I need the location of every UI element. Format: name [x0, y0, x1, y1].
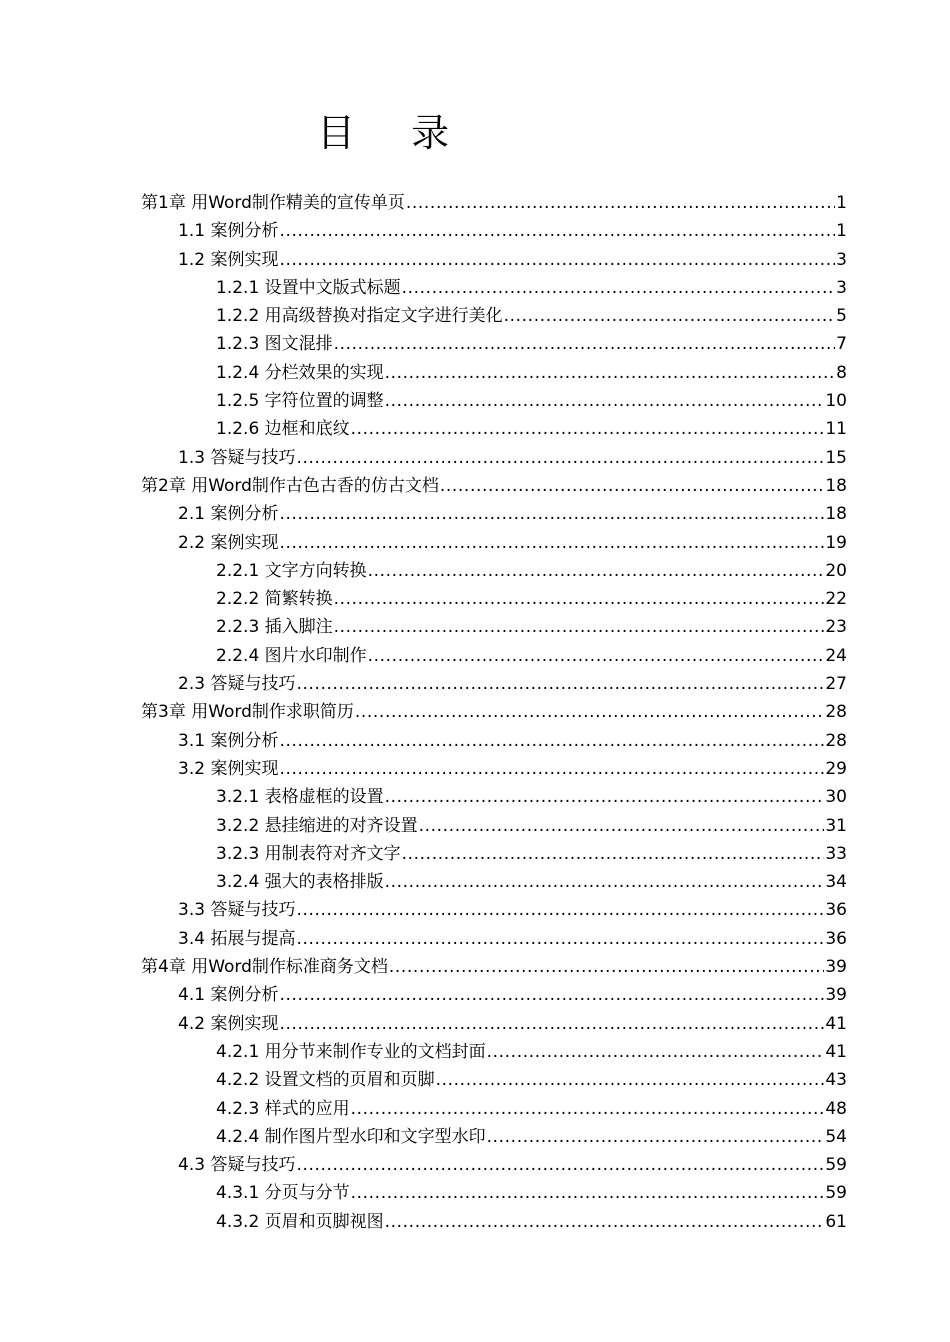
- toc-dot-leader: [402, 840, 825, 868]
- toc-entry[interactable]: [141, 557, 847, 585]
- toc-entry-text: 3.2 案例实现: [178, 758, 279, 779]
- toc-dot-leader: [279, 500, 824, 528]
- toc-entry-text: 2.2.2 简繁转换: [216, 589, 333, 610]
- toc-entry-text: 4.2.2 设置文档的页眉和页脚: [216, 1070, 435, 1091]
- toc-list: [141, 189, 847, 1236]
- toc-dot-leader: [279, 1010, 824, 1038]
- toc-entry-text: 4.2 案例实现: [178, 1013, 279, 1034]
- toc-page-number: 59: [825, 1155, 847, 1176]
- toc-dot-leader: [385, 359, 836, 387]
- toc-entry-text: 4.3.1 分页与分节: [216, 1183, 350, 1204]
- toc-page-number: 18: [825, 504, 847, 525]
- toc-entry-text: 4.2.1 用分节来制作专业的文档封面: [216, 1041, 486, 1062]
- toc-entry-text: 1.2.4 分栏效果的实现: [216, 362, 384, 383]
- toc-dot-leader: [368, 557, 825, 585]
- toc-dot-leader: [334, 585, 825, 613]
- toc-page-number: 10: [825, 391, 847, 412]
- toc-entry[interactable]: [141, 585, 847, 613]
- toc-dot-leader: [296, 670, 824, 698]
- toc-entry[interactable]: [141, 698, 847, 726]
- toc-dot-leader: [355, 698, 824, 726]
- toc-entry-text: 3.4 拓展与提高: [178, 928, 296, 949]
- toc-page-number: 11: [825, 419, 847, 440]
- toc-dot-leader: [487, 1123, 825, 1151]
- toc-page-number: 5: [836, 306, 847, 327]
- toc-dot-leader: [279, 755, 824, 783]
- toc-page-number: 31: [825, 815, 847, 836]
- toc-dot-leader: [351, 1095, 825, 1123]
- toc-entry[interactable]: [141, 1123, 847, 1151]
- toc-entry-text: 第1章 用Word制作精美的宣传单页: [141, 193, 405, 213]
- toc-entry-text: 4.2.3 样式的应用: [216, 1098, 350, 1119]
- toc-page-number: 22: [825, 589, 847, 610]
- toc-entry-text: 第3章 用Word制作求职简历: [141, 702, 354, 723]
- toc-entry-text: 4.2.4 制作图片型水印和文字型水印: [216, 1126, 486, 1147]
- toc-entry[interactable]: [141, 755, 847, 783]
- toc-page-number: 3: [836, 249, 847, 270]
- toc-dot-leader: [351, 415, 825, 443]
- toc-entry[interactable]: [141, 727, 847, 755]
- toc-entry[interactable]: [141, 359, 847, 387]
- toc-dot-leader: [440, 472, 824, 500]
- toc-entry-text: 2.2.4 图片水印制作: [216, 645, 367, 666]
- toc-page-number: 34: [825, 872, 847, 893]
- toc-entry-text: 1.2.3 图文混排: [216, 334, 333, 355]
- toc-entry[interactable]: [141, 246, 847, 274]
- toc-dot-leader: [436, 1066, 825, 1094]
- toc-entry-text: 3.1 案例分析: [178, 730, 279, 751]
- toc-page-number: 39: [825, 985, 847, 1006]
- toc-dot-leader: [406, 189, 835, 217]
- toc-dot-leader: [279, 529, 824, 557]
- toc-page-number: 28: [825, 702, 847, 723]
- toc-page-number: 33: [825, 843, 847, 864]
- toc-dot-leader: [296, 896, 824, 924]
- toc-entry-text: 2.2.3 插入脚注: [216, 617, 333, 638]
- toc-dot-leader: [504, 302, 836, 330]
- toc-entry[interactable]: [141, 840, 847, 868]
- toc-entry[interactable]: [141, 415, 847, 443]
- toc-page-number: 59: [825, 1183, 847, 1204]
- toc-page-number: 1: [836, 221, 847, 242]
- toc-entry-text: 4.3.2 页眉和页脚视图: [216, 1211, 384, 1232]
- toc-entry[interactable]: [141, 1038, 847, 1066]
- toc-entry-text: 4.3 答疑与技巧: [178, 1155, 296, 1176]
- toc-page-number: 7: [836, 334, 847, 355]
- toc-entry-text: 3.3 答疑与技巧: [178, 900, 296, 921]
- toc-page-number: 27: [825, 674, 847, 695]
- toc-page-number: 3: [836, 277, 847, 298]
- toc-dot-leader: [296, 925, 824, 953]
- toc-dot-leader: [296, 444, 824, 472]
- toc-entry-text: 2.2 案例实现: [178, 532, 279, 553]
- toc-page-number: 20: [825, 560, 847, 581]
- toc-entry[interactable]: [141, 642, 847, 670]
- toc-dot-leader: [279, 217, 835, 245]
- toc-dot-leader: [279, 727, 824, 755]
- toc-entry[interactable]: [141, 1066, 847, 1094]
- toc-entry[interactable]: [141, 500, 847, 528]
- toc-entry-text: 3.2.1 表格虚框的设置: [216, 787, 384, 808]
- toc-entry[interactable]: [141, 1151, 847, 1179]
- toc-entry-text: 2.3 答疑与技巧: [178, 674, 296, 695]
- toc-dot-leader: [389, 953, 824, 981]
- toc-dot-leader: [351, 1179, 825, 1207]
- toc-entry-text: 第2章 用Word制作古色古香的仿古文档: [141, 475, 439, 496]
- toc-page-number: 18: [825, 475, 847, 496]
- toc-entry[interactable]: [141, 896, 847, 924]
- toc-entry[interactable]: [141, 613, 847, 641]
- toc-dot-leader: [334, 330, 836, 358]
- toc-entry-text: 3.2.4 强大的表格排版: [216, 872, 384, 893]
- toc-entry[interactable]: [141, 330, 847, 358]
- toc-entry-text: 3.2.3 用制表符对齐文字: [216, 843, 401, 864]
- toc-entry-text: 1.2 案例实现: [178, 249, 279, 270]
- toc-entry-text: 第4章 用Word制作标准商务文档: [141, 957, 388, 978]
- toc-entry[interactable]: [141, 1095, 847, 1123]
- toc-entry[interactable]: [141, 925, 847, 953]
- toc-page-number: 1: [836, 193, 847, 213]
- toc-entry-text: 1.1 案例分析: [178, 221, 279, 242]
- toc-dot-leader: [385, 868, 825, 896]
- toc-entry[interactable]: [141, 953, 847, 981]
- toc-page-number: 43: [825, 1070, 847, 1091]
- toc-page-number: 61: [825, 1211, 847, 1232]
- toc-entry-text: 2.1 案例分析: [178, 504, 279, 525]
- toc-page-number: 36: [825, 928, 847, 949]
- toc-entry-text: 1.3 答疑与技巧: [178, 447, 296, 468]
- toc-dot-leader: [402, 274, 836, 302]
- toc-entry-text: 1.2.6 边框和底纹: [216, 419, 350, 440]
- toc-entry[interactable]: [141, 1010, 847, 1038]
- toc-entry[interactable]: [141, 274, 847, 302]
- toc-entry[interactable]: [141, 189, 847, 217]
- toc-page-number: 39: [825, 957, 847, 978]
- toc-entry-text: 1.2.5 字符位置的调整: [216, 391, 384, 412]
- toc-entry-text: 1.2.1 设置中文版式标题: [216, 277, 401, 298]
- toc-page-number: 15: [825, 447, 847, 468]
- toc-dot-leader: [487, 1038, 825, 1066]
- toc-page-number: 30: [825, 787, 847, 808]
- toc-page-number: 23: [825, 617, 847, 638]
- toc-dot-leader: [279, 981, 824, 1009]
- toc-entry[interactable]: [141, 670, 847, 698]
- toc-entry[interactable]: [141, 783, 847, 811]
- toc-entry[interactable]: [141, 302, 847, 330]
- toc-entry[interactable]: [141, 217, 847, 245]
- toc-entry[interactable]: [141, 812, 847, 840]
- toc-dot-leader: [334, 613, 825, 641]
- toc-entry-text: 2.2.1 文字方向转换: [216, 560, 367, 581]
- toc-entry-text: 3.2.2 悬挂缩进的对齐设置: [216, 815, 418, 836]
- toc-page-number: 29: [825, 758, 847, 779]
- toc-page-number: 41: [825, 1013, 847, 1034]
- toc-dot-leader: [385, 783, 825, 811]
- toc-dot-leader: [296, 1151, 824, 1179]
- toc-dot-leader: [279, 246, 835, 274]
- toc-page-number: 8: [836, 362, 847, 383]
- toc-entry[interactable]: [141, 868, 847, 896]
- toc-entry[interactable]: [141, 529, 847, 557]
- toc-title: 目 录: [317, 111, 472, 155]
- toc-dot-leader: [385, 387, 825, 415]
- toc-entry[interactable]: [141, 1179, 847, 1207]
- toc-page-number: 41: [825, 1041, 847, 1062]
- toc-entry[interactable]: [141, 444, 847, 472]
- toc-page-number: 28: [825, 730, 847, 751]
- toc-page-number: 24: [825, 645, 847, 666]
- toc-page-number: 48: [825, 1098, 847, 1119]
- toc-dot-leader: [385, 1208, 825, 1236]
- toc-entry-text: 4.1 案例分析: [178, 985, 279, 1006]
- toc-entry[interactable]: [141, 472, 847, 500]
- toc-entry-text: 1.2.2 用高级替换对指定文字进行美化: [216, 306, 503, 327]
- toc-dot-leader: [419, 812, 825, 840]
- toc-entry[interactable]: [141, 387, 847, 415]
- toc-page-number: 36: [825, 900, 847, 921]
- toc-page-number: 19: [825, 532, 847, 553]
- toc-dot-leader: [368, 642, 825, 670]
- toc-entry[interactable]: [141, 1208, 847, 1236]
- toc-page-number: 54: [825, 1126, 847, 1147]
- toc-entry[interactable]: [141, 981, 847, 1009]
